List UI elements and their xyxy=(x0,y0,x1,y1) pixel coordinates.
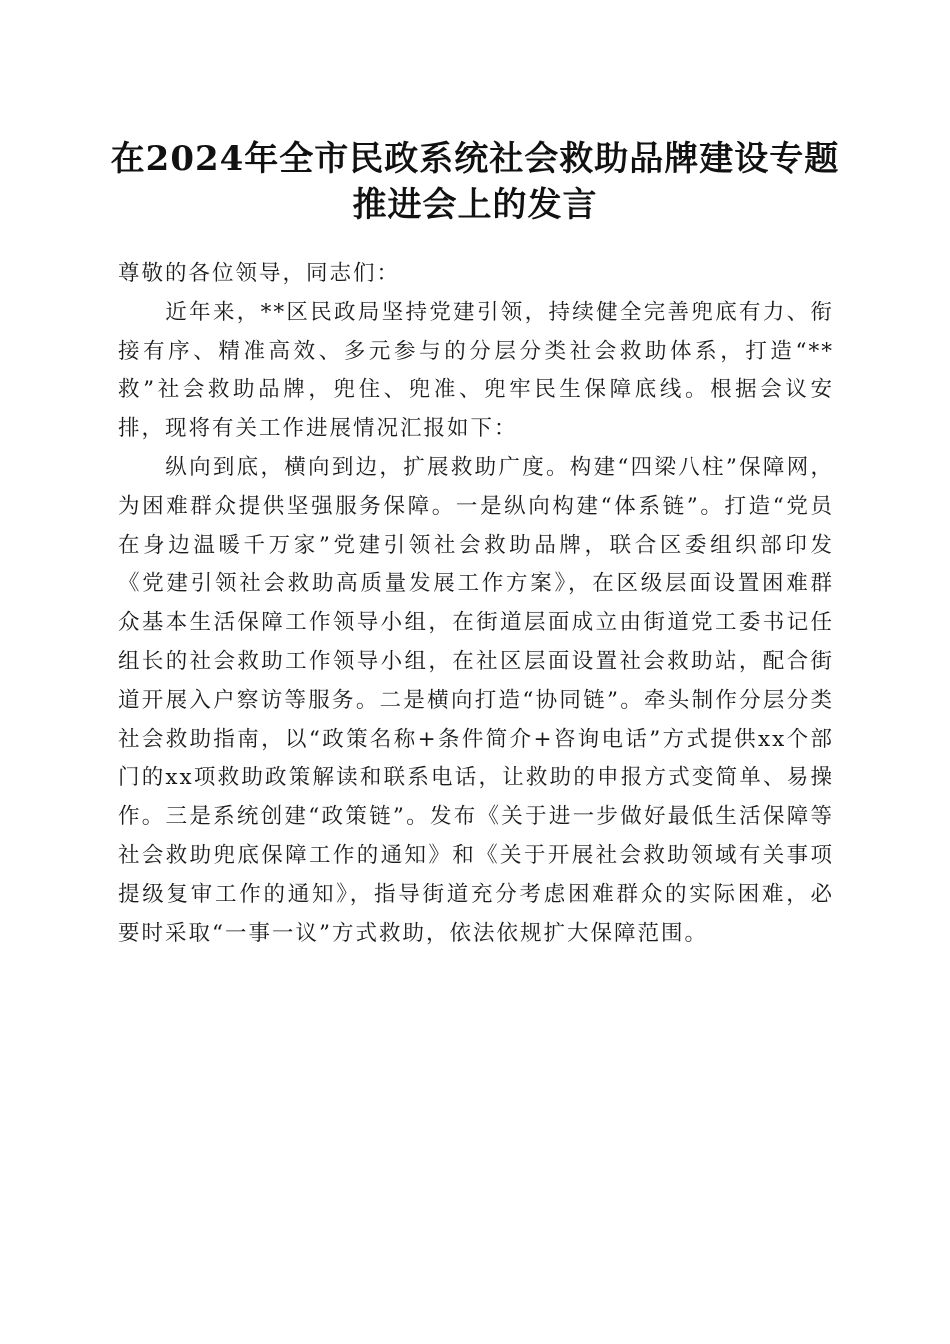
greeting-line: 尊敬的各位领导，同志们： xyxy=(118,261,401,286)
document-body xyxy=(118,255,834,953)
paragraph-intro: 近年来，**区民政局坚持党建引领，持续健全完善兜底有力、衔接有序、精准高效、多元参与的分层分类社会救助体系，打造“**救”社会救助品牌，兜住、兜准、兜牢民生保障底线。根据会议安排，现将有关工作进展情况汇报如下： xyxy=(118,299,834,442)
paragraph-section-1: 纵向到底，横向到边，扩展救助广度。构建“四梁八柱”保障网，为困难群众提供坚强服务保障。一是纵向构建“体系链”。打造“党员在身边温暖千万家”党建引领社会救助品牌，联合区委组织部印发《党建引领社会救助高质量发展工作方案》，在区级层面设置困难群众基本生活保障工作领导小组，在街道层面成立由街道党工委书记任组长的社会救助工作领导小组，在社区层面设置社会救助站，配合街道开展入户察访等服务。二是横向打造“协同链”。牵头制作分层分类社会救助指南，以“政策名称+条件简介+咨询电话”方式提供xx个部门的xx项救助政策解读和联系电话，让救助的申报方式变简单、易操作。三是系统创建“政策链”。发布《关于进一步做好最低生活保障等社会救助兜底保障工作的通知》和《关于开展社会救助领域有关事项提级复审工作的通知》，指导街道充分考虑困难群众的实际困难，必要时采取“一事一议”方式救助，依法依规扩大保障范围。 xyxy=(118,454,834,946)
document-title: 在2024年全市民政系统社会救助品牌建设专题推进会上的发言 xyxy=(110,139,840,225)
